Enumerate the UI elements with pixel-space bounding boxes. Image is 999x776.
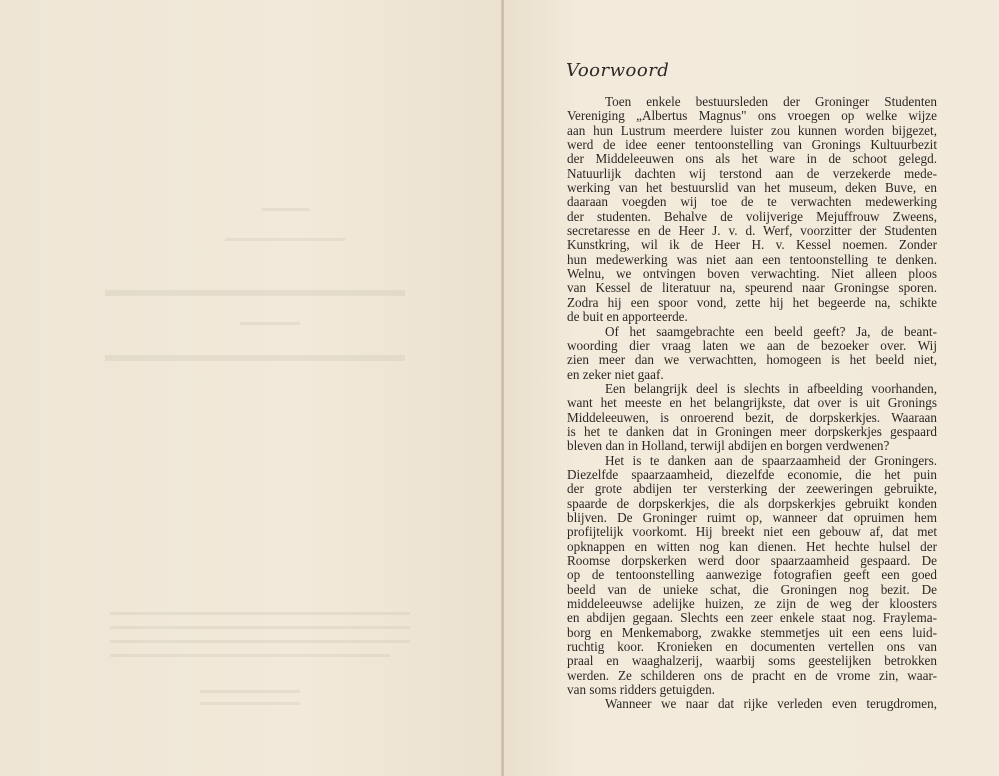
text-line: zien meer dan we verwachtten, homogeen is het beeld niet, — [567, 352, 937, 368]
text-line: ruchtig koor. Kronieken en documenten vertellen ons van — [567, 639, 937, 655]
bleed-through-mark — [200, 690, 300, 693]
text-line: Zodra hij een spoor vond, zette hij het begeerde na, schikte — [567, 294, 937, 310]
text-line: profijtelijk voorkomt. Hij breekt niet een gebouw af, dat met — [567, 524, 937, 540]
text-line: op de tentoonstelling aanwezige fotografien geeft een goed — [567, 567, 937, 583]
text-line: spaarde de dorpskerkjes, die als dorpskerkjes gebruikt konden — [567, 495, 937, 511]
bleed-through-mark — [240, 322, 300, 325]
text-line: Kunstkring, wil ik de Heer H. v. Kessel noemen. Zonder — [567, 237, 937, 253]
text-line: Of het saamgebrachte een beeld geeft? Ja, de beant- — [605, 323, 937, 339]
text-line: opknappen en witten nog kan dienen. Het hechte hulsel der — [567, 538, 937, 554]
bleed-through-mark — [200, 702, 300, 705]
text-line: hun medewerking was niet aan een tentoonstelling te denken. — [567, 251, 937, 267]
text-line: van soms ridders getuigden. — [567, 682, 715, 698]
text-line: aan hun Lustrum meerdere luister zou kunnen worden bijgezet, — [567, 122, 937, 138]
text-line: der grote abdijen ter versterking der zeeweringen gebruikte, — [567, 481, 937, 497]
text-line: praal en waaghalzerij, waarbij soms geestelijken betrokken — [567, 653, 937, 669]
text-line: en zeker niet gaaf. — [567, 366, 664, 382]
text-line: der studenten. Behalve de volijverige Mejuffrouw Zweens, — [567, 208, 937, 224]
bleed-through-mark — [262, 208, 310, 211]
bleed-through-mark — [110, 640, 410, 643]
text-line: Toen enkele bestuursleden der Groninger Studenten — [605, 94, 937, 109]
bleed-through-mark — [225, 238, 345, 241]
text-line: want het meeste en het belangrijkste, dat over is uit Gronings — [567, 395, 937, 411]
text-line: Roomse dorpskerken werd door spaarzaamheid gespaard. De — [567, 553, 937, 568]
bleed-through-mark — [105, 355, 405, 361]
text-line: woording dier vraag laten we aan de bezoeker over. Wij — [567, 337, 937, 353]
text-line: de buit en apporteerde. — [567, 309, 688, 325]
bleed-through-mark — [110, 626, 410, 629]
text-line: middeleeuwse adelijke huizen, ze zijn de weg der kloosters — [567, 596, 937, 612]
bleed-through-mark — [110, 654, 390, 657]
bleed-through-mark — [105, 290, 405, 296]
text-line: borg en Menkemaborg, zwakke stemmetjes uit een eens luid- — [567, 624, 937, 640]
text-line: secretaresse en de Heer J. v. d. Werf, voorzitter der Studenten — [567, 223, 937, 239]
text-line: Welnu, we ontvingen boven verwachting. Niet alleen ploos — [567, 266, 937, 282]
text-line: Diezelfde spaarzaamheid, diezelfde economie, die het puin — [567, 466, 937, 482]
text-line: werd de idee eener tentoonstelling van Gronings Kultuurbezit — [567, 137, 937, 153]
text-line: der Middeleeuwen ons als het ware in de schoot gelegd. — [567, 151, 937, 167]
text-line: werden. Ze schilderen ons de pracht en de vrome zin, waar- — [567, 667, 937, 683]
text-line: werking van het bestuurslid van het museum, deken Buve, en — [567, 180, 937, 196]
text-line: beeld van de unieke schat, die Groningen nog bezit. De — [567, 581, 937, 597]
text-line: Een belangrijk deel is slechts in afbeelding voorhanden, — [605, 380, 937, 396]
bleed-through-mark — [110, 612, 410, 615]
text-line: van Kessel de literatuur na, speurend naar Groningse sporen. — [567, 280, 937, 296]
text-line: Het is te danken aan de spaarzaamheid der Groningers. — [605, 452, 937, 468]
text-line: Middeleeuwen, is onroerend bezit, de dorpskerkjes. Waaraan — [567, 409, 937, 425]
text-line: blijven. De Groninger ruimt op, wanneer dat opruimen hem — [567, 509, 937, 525]
page-title: Voorwoord — [566, 60, 670, 81]
text-line: bleven dan in Holland, terwijl abdijen en borgen verdwenen? — [567, 438, 890, 454]
text-line: Vereniging „Albertus Magnus" ons vroegen op welke wijze — [567, 108, 937, 124]
text-line: is het te danken dat in Groningen meer dorpskerkjes gespaard — [567, 423, 937, 439]
text-line: daaraan voegden wij toe de te verwachten medewerking — [567, 194, 937, 210]
text-line: en abdijen gegaan. Slechts een zeer enkele staat nog. Fraylema- — [567, 610, 937, 626]
text-line: Natuurlijk dachten wij terstond aan de verzekerde mede- — [567, 165, 937, 181]
foreword-body — [567, 95, 937, 712]
text-line: Wanneer we naar dat rijke verleden even terugdromen, — [605, 696, 937, 712]
